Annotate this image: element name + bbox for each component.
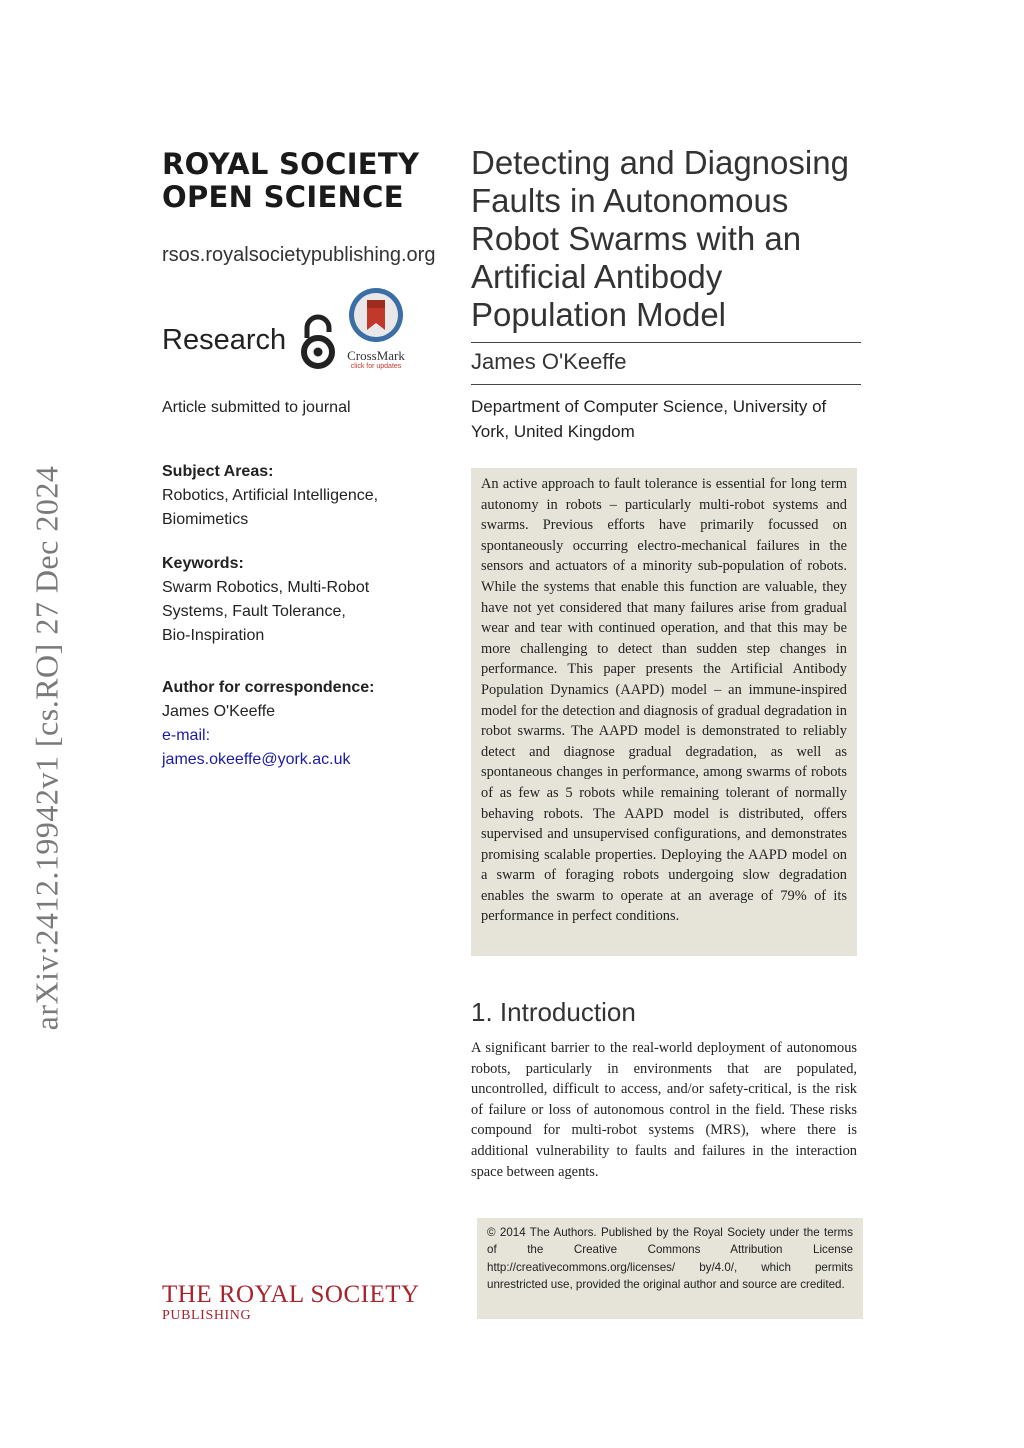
subject-areas bbox=[162, 460, 412, 532]
publisher-logo bbox=[162, 1282, 420, 1324]
correspondence-label: Author for correspondence: bbox=[162, 679, 375, 696]
email-link[interactable]: james.okeeffe@york.ac.uk bbox=[162, 751, 351, 768]
publisher-name: THE ROYAL SOCIETY bbox=[162, 1281, 420, 1308]
subject-areas-line: Robotics, Artificial Intelligence, bbox=[162, 487, 379, 504]
license-text: © 2014 The Authors. Published by the Royal Society under the terms of the Creative Commons Attribution License http://creativecommons.org/licenses/ by/4.0/, which permits unrestricted use, provided the original author and source are credited. bbox=[487, 1226, 853, 1292]
email-label: e-mail: bbox=[162, 727, 211, 744]
journal-name-line-2: OPEN SCIENCE bbox=[162, 180, 404, 214]
submission-status: Article submitted to journal bbox=[162, 399, 351, 416]
keywords-line: Bio-Inspiration bbox=[162, 627, 265, 644]
crossmark-label: CrossMark bbox=[347, 348, 405, 363]
author-name: James O'Keeffe bbox=[471, 349, 627, 374]
crossmark-badge[interactable] bbox=[343, 286, 409, 368]
subject-areas-line: Biomimetics bbox=[162, 511, 249, 528]
section-label: Research bbox=[162, 324, 287, 356]
abstract-box bbox=[471, 468, 857, 956]
abstract-text: An active approach to fault tolerance is essential for long term autonomy in robots – particularly multi-robot systems and swarms. Previous efforts have primarily focussed on spontaneously occurring electro-mechanical failures in the sensors and actuators of a minority sub-population of robots. While the systems that enable this function are valuable, they have not yet considered that many failures arise from gradual wear and tear with continued operation, and that this may be more challenging to detect than sudden step changes in performance. This paper presents the Artificial Antibody Population Dynamics (AAPD) model – an immune-inspired model for the detection and diagnosis of gradual degradation in robot swarms. The AAPD model is demonstrated to reliably detect and diagnose gradual degradation, as well as spontaneous changes in performance, among swarms of robots of as few as 5 robots while remaining tolerant of normally behaving robots. The AAPD model is distributed, offers supervised and unsupervised configurations, and demonstrates promising scalable properties. Deploying the AAPD model on a swarm of foraging robots undergoing slow degradation enables the swarm to operate at an average of 79% of its performance in perfect conditions. bbox=[481, 476, 847, 925]
paper-title-line: Artificial Antibody bbox=[471, 258, 723, 295]
paper-title bbox=[471, 144, 871, 334]
keywords-line: Swarm Robotics, Multi-Robot bbox=[162, 579, 370, 596]
subject-areas-label: Subject Areas: bbox=[162, 463, 274, 480]
paper-title-line: Population Model bbox=[471, 296, 727, 333]
crossmark-sublabel: click for updates bbox=[350, 363, 402, 370]
journal-name-line-1: ROYAL SOCIETY bbox=[162, 147, 420, 181]
keywords-line: Systems, Fault Tolerance, bbox=[162, 603, 346, 620]
journal-name bbox=[162, 148, 419, 214]
keywords-label: Keywords: bbox=[162, 555, 244, 572]
paper-title-line: Detecting and Diagnosing bbox=[471, 144, 849, 181]
title-divider bbox=[471, 342, 861, 343]
journal-website[interactable]: rsos.royalsocietypublishing.org bbox=[162, 244, 436, 266]
license-box bbox=[477, 1218, 863, 1319]
keywords bbox=[162, 552, 412, 648]
crossmark-icon bbox=[343, 286, 409, 344]
arxiv-stamp-text: arXiv:2412.19942v1 [cs.RO] 27 Dec 2024 bbox=[28, 465, 65, 1031]
introduction-text: A significant barrier to the real-world deployment of autonomous robots, particularly in environments that are populated, uncontrolled, difficult to access, and/or safety-critical, is the risk of failure or loss of autonomous control in the field. These risks compound for multi-robot systems (MRS), where there is additional vulnerability to faults and failures in the interaction space between agents. bbox=[471, 1040, 857, 1180]
section-heading: 1. Introduction bbox=[471, 997, 636, 1027]
open-access-icon bbox=[298, 314, 338, 370]
paper-title-line: Robot Swarms with an bbox=[471, 220, 802, 257]
author-divider bbox=[471, 384, 861, 385]
correspondence bbox=[162, 676, 412, 772]
affiliation: Department of Computer Science, University of York, United Kingdom bbox=[471, 397, 827, 441]
paper-title-line: Faults in Autonomous bbox=[471, 182, 789, 219]
publisher-sub: PUBLISHING bbox=[162, 1308, 252, 1323]
correspondence-name: James O'Keeffe bbox=[162, 703, 276, 720]
